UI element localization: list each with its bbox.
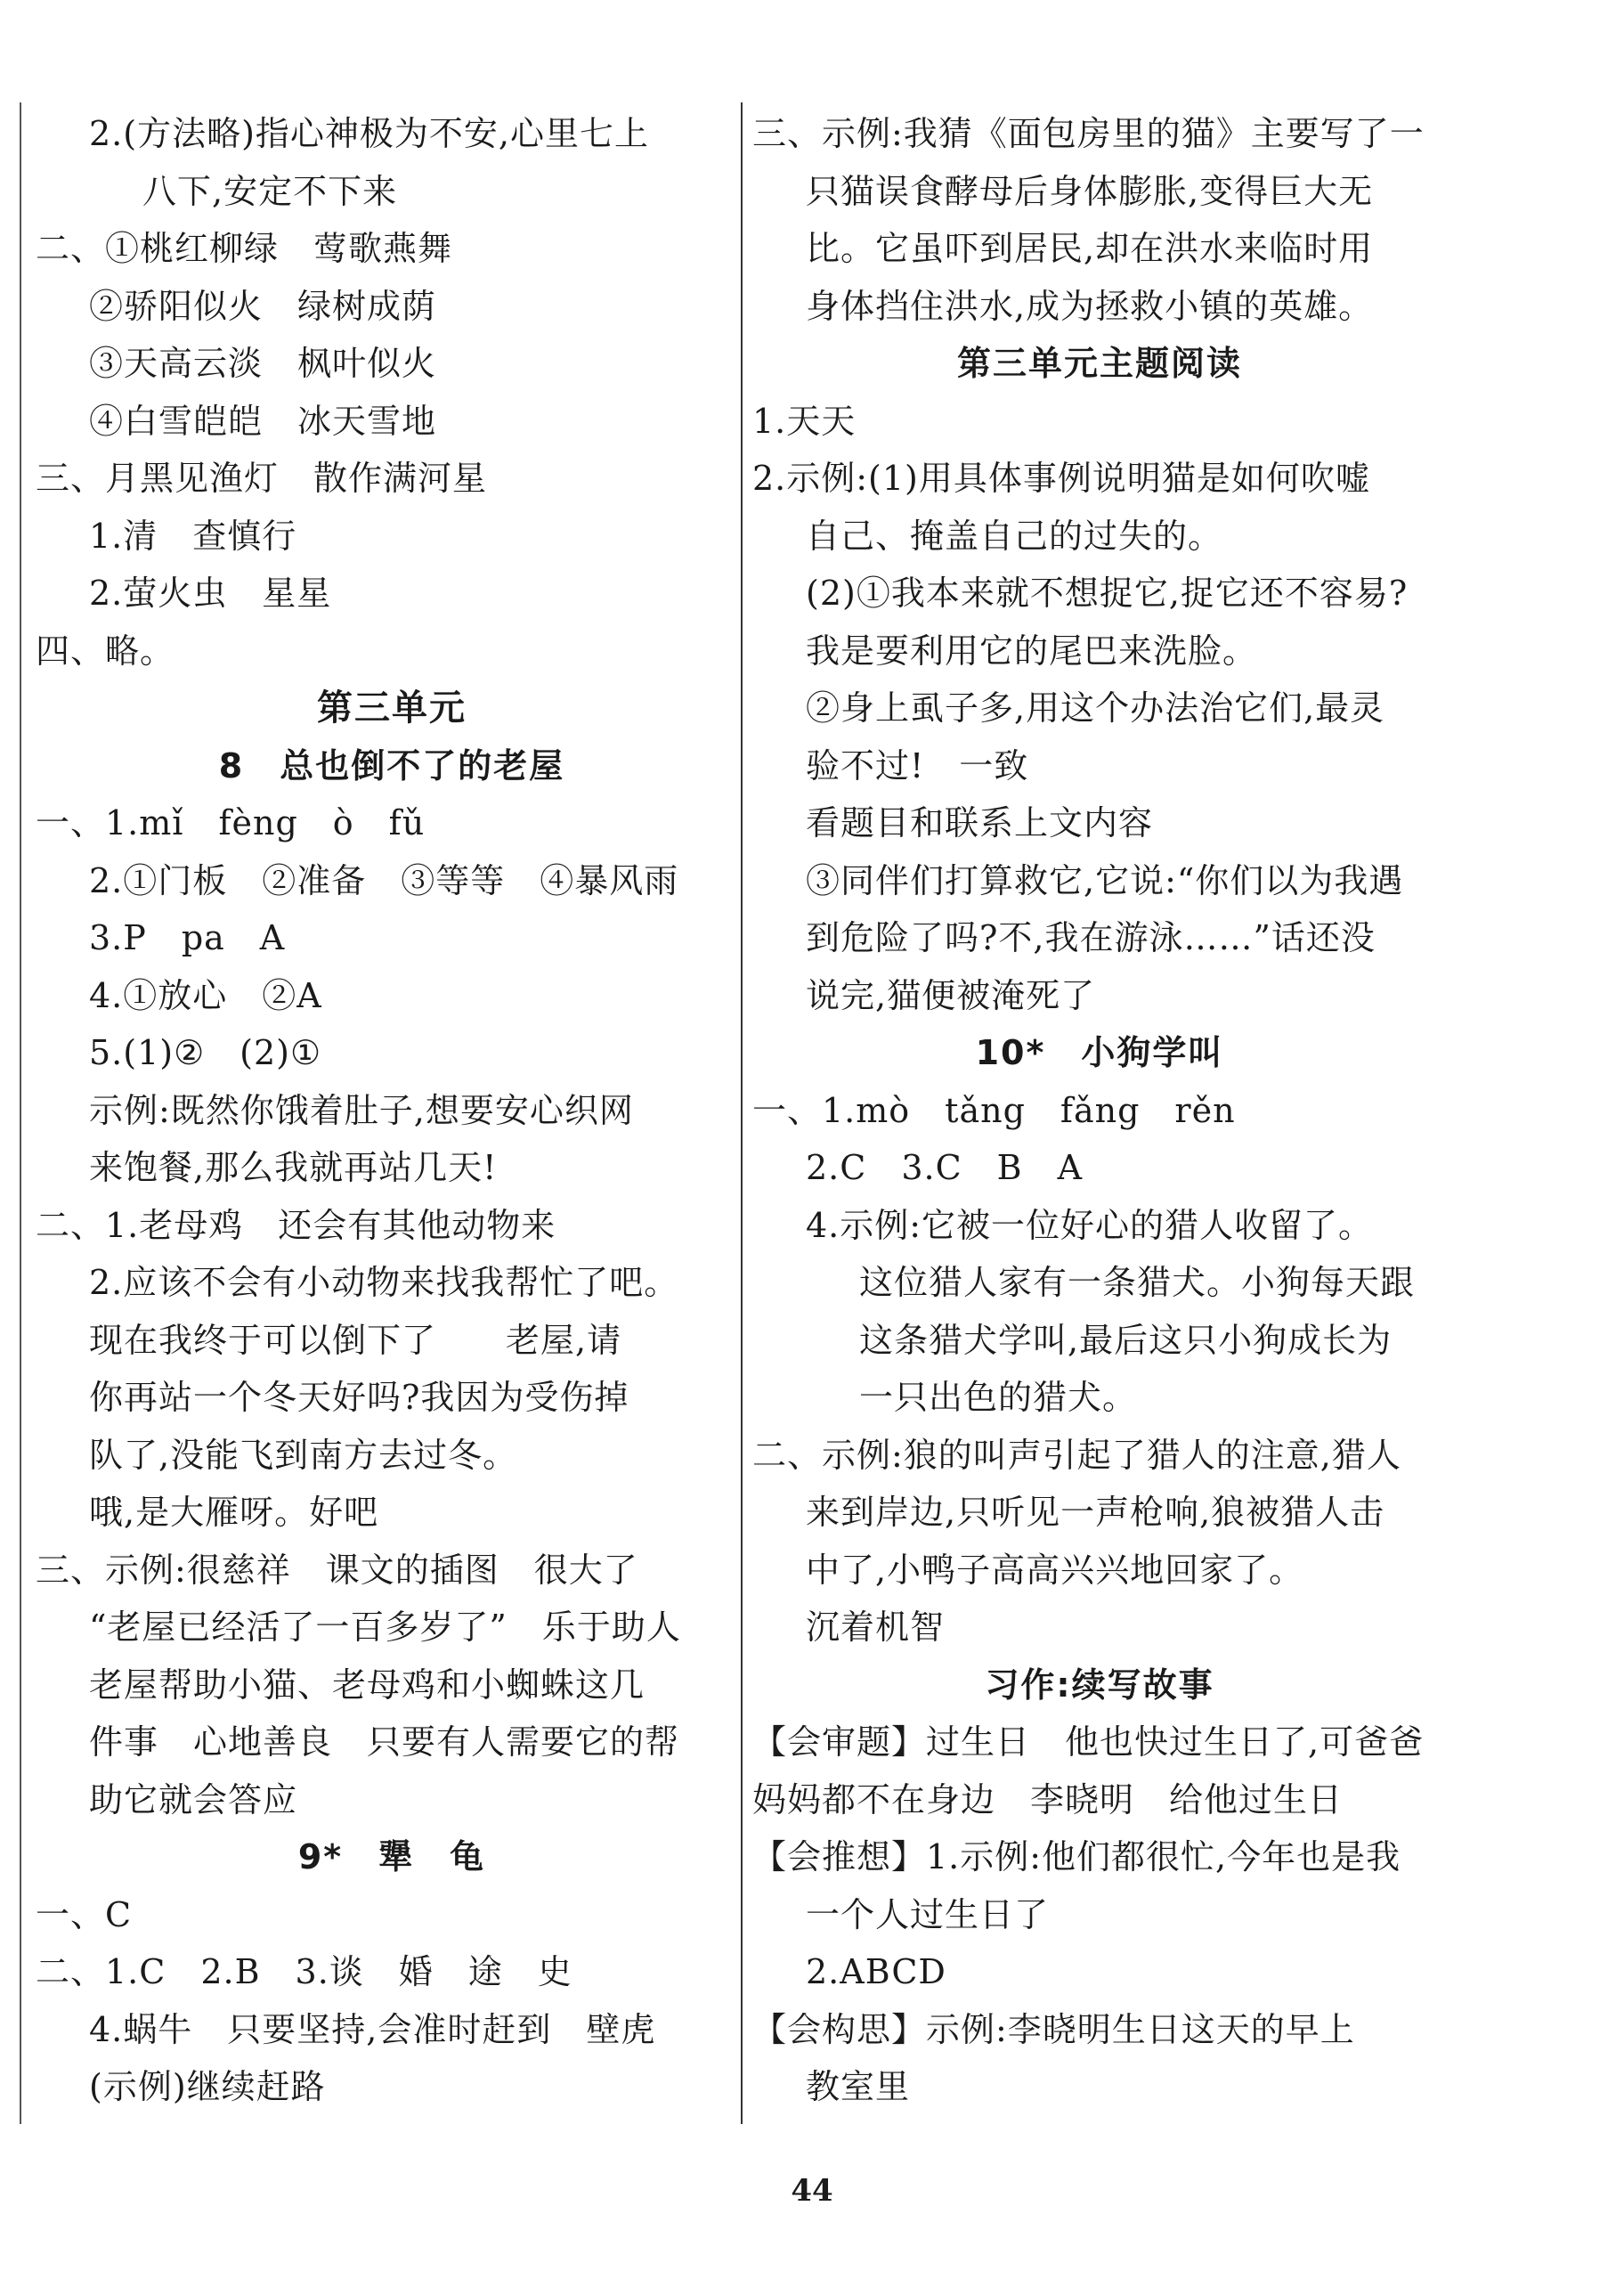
answer-line: 看题目和联系上文内容 — [806, 803, 1154, 842]
answer-line: 2.示例:(1)用具体事例说明猫是如何吹嘘 — [752, 459, 1370, 498]
answer-line: 2.①门板 ②准备 ③等等 ④暴风雨 — [89, 860, 679, 900]
answer-line: 来饱餐,那么我就再站几天! — [89, 1148, 498, 1187]
section-heading: 第三单元主题阅读 — [956, 344, 1242, 383]
answer-line: (2)①我本来就不想捉它,捉它还不容易? — [806, 574, 1409, 613]
left-margin-rule — [20, 102, 21, 2124]
answer-line: 三、示例:很慈祥 课文的插图 很大了 — [36, 1550, 638, 1590]
left-column — [36, 105, 748, 2116]
answer-line: 5.(1)② (2)① — [89, 1033, 322, 1072]
answer-line: 4.示例:它被一位好心的猎人收留了。 — [806, 1205, 1374, 1245]
section-heading: 第三单元 — [317, 688, 467, 729]
section-heading: 习作:续写故事 — [985, 1665, 1214, 1705]
answer-line: 二、1.C 2.B 3.谈 婚 途 史 — [36, 1952, 572, 1991]
answer-line: 4.①放心 ②A — [89, 975, 322, 1015]
answer-line: ③同伴们打算救它,它说:“你们以为我遇 — [806, 860, 1404, 900]
answer-line: 1.天天 — [752, 401, 857, 441]
answer-line: 三、月黑见渔灯 散作满河星 — [36, 459, 488, 498]
answer-line: 二、1.老母鸡 还会有其他动物来 — [36, 1205, 556, 1245]
answer-line: 八下,安定不下来 — [142, 171, 398, 211]
answer-line: 4.蜗牛 只要坚持,会准时赶到 壁虎 — [89, 2009, 656, 2049]
answer-line: 一个人过生日了 — [806, 1894, 1050, 1934]
answer-line: 比。它虽吓到居民,却在洪水来临时用 — [806, 229, 1374, 268]
answer-line: 一、C — [36, 1894, 133, 1934]
answer-line: 三、示例:我猜《面包房里的猫》主要写了一 — [752, 114, 1425, 153]
section-heading: 9* 犟 龟 — [297, 1837, 486, 1876]
answer-line: 教室里 — [806, 2067, 911, 2106]
answer-line: 2.萤火虫 星星 — [89, 574, 332, 613]
answer-line: 到危险了吗?不,我在游泳……”话还没 — [806, 918, 1376, 957]
page-number: 44 — [791, 2173, 833, 2209]
section-heading: 10* 小狗学叫 — [975, 1033, 1224, 1072]
answer-line: 这条猎犬学叫,最后这只小狗成长为 — [859, 1320, 1393, 1360]
answer-line: “老屋已经活了一百多岁了” 乐于助人 — [89, 1608, 681, 1647]
answer-line: 来到岸边,只听见一声枪响,狼被猎人击 — [806, 1493, 1385, 1532]
answer-line: 件事 心地善良 只要有人需要它的帮 — [89, 1722, 680, 1762]
answer-line: 哦,是大雁呀。好吧 — [89, 1493, 379, 1532]
answer-line: ③天高云淡 枫叶似火 — [89, 344, 437, 383]
answer-line: 现在我终于可以倒下了 老屋,请 — [89, 1320, 622, 1360]
section-heading: 8 总也倒不了的老屋 — [218, 745, 565, 785]
answer-line: 妈妈都不在身边 李晓明 给他过生日 — [752, 1779, 1344, 1819]
answer-line: 示例:既然你饿着肚子,想要安心织网 — [89, 1090, 634, 1130]
answer-line: 一、1.mǐ fèng ò fǔ — [36, 803, 426, 842]
answer-line: 【会推想】1.示例:他们都很忙,今年也是我 — [752, 1837, 1401, 1876]
answer-line: 助它就会答应 — [89, 1779, 298, 1819]
answer-line: 2.应该不会有小动物来找我帮忙了吧。 — [89, 1263, 679, 1302]
answer-line: 【会审题】过生日 他也快过生日了,可爸爸 — [752, 1722, 1425, 1762]
answer-line: 老屋帮助小猫、老母鸡和小蜘蛛这几 — [89, 1665, 646, 1705]
answer-line: (示例)继续赶路 — [89, 2067, 326, 2106]
answer-line: 说完,猫便被淹死了 — [806, 975, 1096, 1015]
answer-line: 身体挡住洪水,成为拯救小镇的英雄。 — [806, 286, 1374, 326]
answer-line: 你再站一个冬天好吗?我因为受伤掉 — [89, 1378, 629, 1417]
answer-line: 2.ABCD — [806, 1952, 946, 1991]
answer-line: 队了,没能飞到南方去过冬。 — [89, 1435, 518, 1475]
answer-line: 一只出色的猎犬。 — [859, 1378, 1138, 1417]
answer-line: 2.C 3.C B A — [806, 1148, 1084, 1187]
answer-line: ②身上虱子多,用这个办法治它们,最灵 — [806, 688, 1385, 728]
answer-line: ②骄阳似火 绿树成荫 — [89, 286, 437, 326]
answer-line: ④白雪皑皑 冰天雪地 — [89, 401, 437, 441]
answer-line: 我是要利用它的尾巴来洗脸。 — [806, 631, 1258, 671]
answer-line: 二、示例:狼的叫声引起了猎人的注意,猎人 — [752, 1435, 1401, 1475]
answer-line: 这位猎人家有一条猎犬。小狗每天跟 — [859, 1263, 1416, 1302]
answer-line: 1.清 查慎行 — [89, 516, 297, 556]
answer-line: 【会构思】示例:李晓明生日这天的早上 — [752, 2009, 1355, 2049]
answer-line: 沉着机智 — [806, 1608, 946, 1647]
answer-line: 中了,小鸭子高高兴兴地回家了。 — [806, 1550, 1304, 1590]
answer-line: 2.(方法略)指心神极为不安,心里七上 — [89, 114, 649, 153]
right-column — [752, 105, 1447, 2116]
answer-line: 只猫误食酵母后身体膨胀,变得巨大无 — [806, 171, 1374, 211]
answer-line: 四、略。 — [36, 631, 175, 671]
answer-line: 验不过! 一致 — [806, 745, 1029, 785]
answer-line: 自己、掩盖自己的过失的。 — [806, 516, 1223, 556]
answer-line: 一、1.mò tǎng fǎng rěn — [752, 1090, 1236, 1130]
answer-line: 二、①桃红柳绿 莺歌燕舞 — [36, 229, 453, 268]
answer-line: 3.P pa A — [89, 918, 286, 957]
